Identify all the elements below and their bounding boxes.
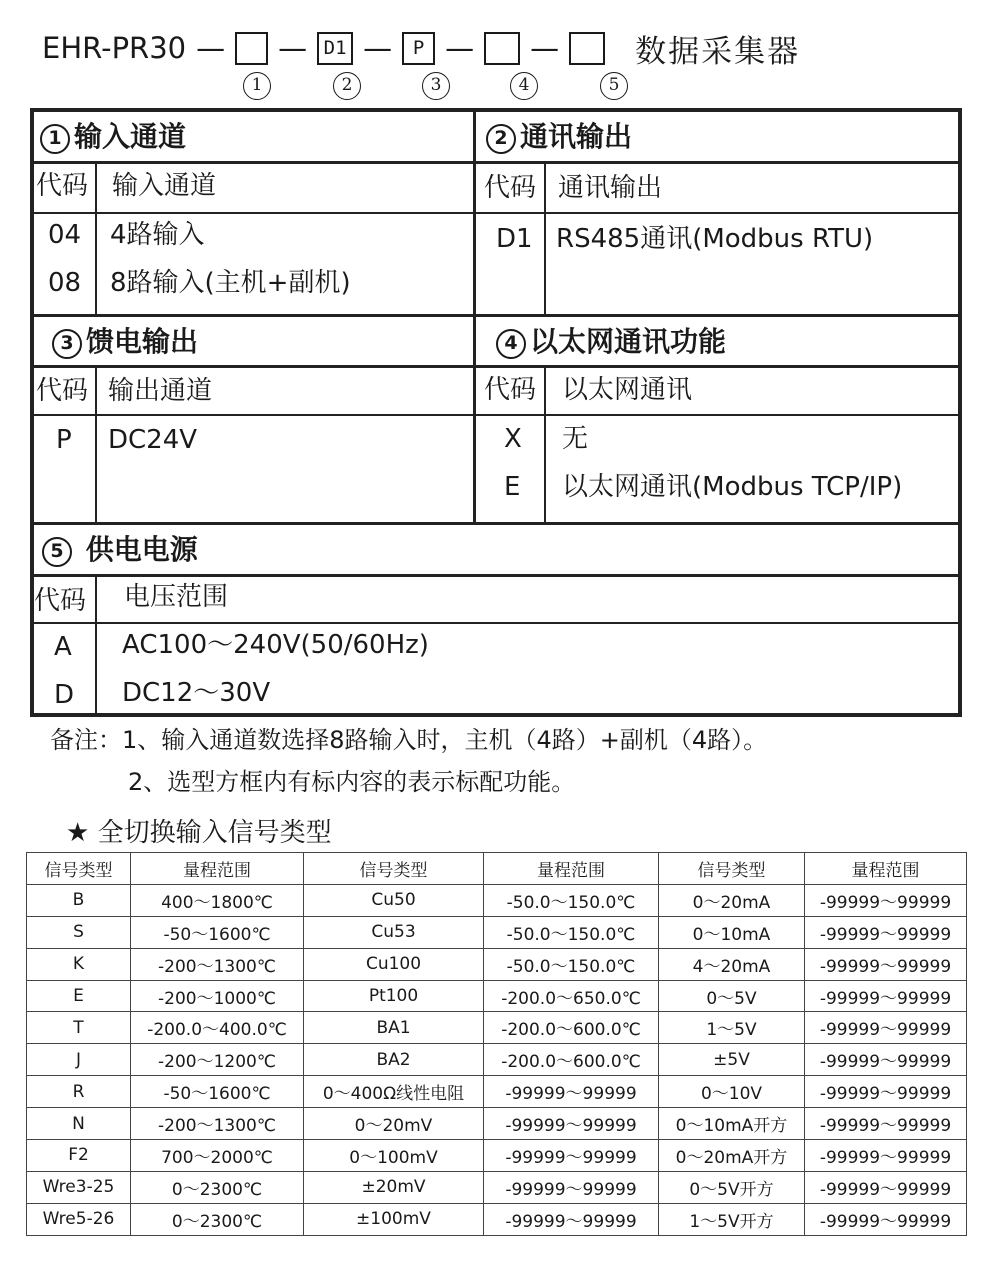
option-code: P [56, 425, 72, 455]
divider [34, 522, 958, 525]
column-header-code: 代码 [484, 173, 537, 203]
range-cell: -99999～99999 [484, 1076, 659, 1108]
signal-type-cell: BA2 [304, 1044, 484, 1076]
option-box-4 [484, 32, 520, 65]
option-index-4: 4 [510, 72, 538, 100]
option-desc: 8路输入(主机+副机) [110, 268, 351, 298]
option-index-1: 1 [243, 72, 271, 100]
signal-type-cell: 0～20mA [659, 884, 805, 916]
separator-dash: — [278, 31, 308, 65]
separator-dash: — [445, 31, 475, 65]
column-header-desc: 通讯输出 [558, 173, 663, 203]
signal-type-cell: R [27, 1076, 131, 1108]
range-cell: -99999～99999 [484, 1203, 659, 1235]
column-header-desc: 以太网通讯 [562, 375, 693, 405]
signal-type-cell: 0～20mA开方 [659, 1140, 805, 1172]
column-header: 信号类型 [659, 853, 805, 885]
range-cell: 400～1800℃ [131, 884, 304, 916]
signal-type-cell: ±20mV [304, 1171, 484, 1203]
option-desc: 以太网通讯(Modbus TCP/IP) [562, 472, 903, 502]
range-cell: -50.0～150.0℃ [484, 916, 659, 948]
range-cell: -99999～99999 [805, 1076, 967, 1108]
range-cell: -200.0～600.0℃ [484, 1012, 659, 1044]
signal-type-cell: S [27, 916, 131, 948]
column-header: 量程范围 [484, 853, 659, 885]
column-header-desc: 电压范围 [124, 582, 229, 612]
section-number: 2 [486, 124, 516, 154]
option-box-3: P [402, 32, 435, 65]
table-row [27, 1044, 967, 1076]
signal-type-cell: B [27, 884, 131, 916]
option-box-1 [235, 32, 268, 65]
signal-type-cell: 0～10V [659, 1076, 805, 1108]
divider [34, 414, 958, 416]
range-cell: -99999～99999 [805, 1203, 967, 1235]
divider [95, 161, 97, 314]
separator-dash: — [363, 31, 393, 65]
range-cell: -200.0～650.0℃ [484, 980, 659, 1012]
signal-type-cell: F2 [27, 1140, 131, 1172]
range-cell: -50～1600℃ [131, 916, 304, 948]
signal-type-cell: Pt100 [304, 980, 484, 1012]
divider [95, 574, 97, 715]
range-cell: -50.0～150.0℃ [484, 884, 659, 916]
divider [473, 112, 476, 522]
divider [34, 622, 958, 624]
range-cell: -99999～99999 [805, 1012, 967, 1044]
table-row [27, 1171, 967, 1203]
option-desc: AC100～240V(50/60Hz) [122, 630, 429, 660]
table-row [27, 1012, 967, 1044]
option-code: D [54, 680, 75, 710]
signal-type-cell: 0～20mV [304, 1108, 484, 1140]
section-number: 3 [52, 329, 82, 359]
option-index-row [0, 72, 990, 102]
option-desc: DC24V [108, 425, 198, 455]
column-header: 量程范围 [805, 853, 967, 885]
range-cell: -50～1600℃ [131, 1076, 304, 1108]
section-title-feed: 3 馈电输出 [52, 328, 198, 359]
section-title-ethernet: 4 以太网通讯功能 [496, 328, 726, 359]
note-line-1: 备注：1、输入通道数选择8路输入时，主机（4路）+副机（4路）。 [50, 726, 768, 754]
signal-type-cell: E [27, 980, 131, 1012]
signal-type-cell: ±100mV [304, 1203, 484, 1235]
section-title-input: 1 输入通道 [40, 123, 186, 154]
option-code: 08 [48, 268, 82, 298]
signal-type-cell: 4～20mA [659, 948, 805, 980]
option-index-3: 3 [422, 72, 450, 100]
column-header: 信号类型 [27, 853, 131, 885]
divider [34, 365, 958, 368]
range-cell: -200～1200℃ [131, 1044, 304, 1076]
signal-type-cell: BA1 [304, 1012, 484, 1044]
option-code: X [504, 424, 522, 454]
signal-type-cell: Wre5-26 [27, 1203, 131, 1235]
column-header: 信号类型 [304, 853, 484, 885]
signal-type-table [26, 852, 967, 1236]
signal-type-cell: 0～5V [659, 980, 805, 1012]
table-row [27, 1140, 967, 1172]
divider [34, 161, 958, 164]
signal-type-cell: J [27, 1044, 131, 1076]
signal-type-cell: ±5V [659, 1044, 805, 1076]
product-name: 数据采集器 [635, 33, 801, 70]
signal-type-cell: 1～5V开方 [659, 1203, 805, 1235]
option-desc: DC12～30V [122, 678, 271, 708]
signal-type-cell: Cu53 [304, 916, 484, 948]
column-header-desc: 输出通道 [108, 376, 213, 406]
signal-table-title: ★ 全切换输入信号类型 [66, 818, 332, 848]
range-cell: -99999～99999 [805, 1044, 967, 1076]
table-header-row [27, 853, 967, 885]
option-box-5 [569, 32, 605, 65]
signal-type-cell: 0～400Ω线性电阻 [304, 1076, 484, 1108]
range-cell: -99999～99999 [805, 1108, 967, 1140]
signal-type-cell: T [27, 1012, 131, 1044]
signal-type-cell: 0～10mA开方 [659, 1108, 805, 1140]
section-number: 5 [42, 537, 72, 567]
model-prefix: EHR-PR30 [42, 31, 187, 65]
signal-type-cell: Cu100 [304, 948, 484, 980]
range-cell: -99999～99999 [805, 948, 967, 980]
table-row [27, 1203, 967, 1235]
table-row [27, 1076, 967, 1108]
separator-dash: — [530, 31, 560, 65]
range-cell: 700～2000℃ [131, 1140, 304, 1172]
section-number: 4 [496, 329, 526, 359]
option-desc: RS485通讯(Modbus RTU) [556, 224, 874, 254]
range-cell: -99999～99999 [484, 1171, 659, 1203]
section-title-comm: 2 通讯输出 [486, 123, 632, 154]
signal-type-cell: 1～5V [659, 1012, 805, 1044]
signal-type-cell: Cu50 [304, 884, 484, 916]
option-index-5: 5 [600, 72, 628, 100]
range-cell: -50.0～150.0℃ [484, 948, 659, 980]
table-row [27, 916, 967, 948]
spec-selection-table [30, 108, 962, 717]
option-code: A [54, 632, 72, 662]
section-number: 1 [40, 124, 70, 154]
divider [34, 574, 958, 577]
option-code: 04 [48, 220, 82, 250]
model-code-row [42, 26, 800, 70]
note-line-2: 2、选型方框内有标内容的表示标配功能。 [128, 768, 576, 796]
range-cell: 0～2300℃ [131, 1203, 304, 1235]
column-header-desc: 输入通道 [112, 171, 217, 201]
separator-dash: — [196, 31, 226, 65]
divider [544, 365, 546, 522]
range-cell: -99999～99999 [805, 980, 967, 1012]
range-cell: -99999～99999 [805, 884, 967, 916]
option-desc: 无 [562, 424, 589, 454]
signal-type-cell: N [27, 1108, 131, 1140]
range-cell: 0～2300℃ [131, 1171, 304, 1203]
table-row [27, 884, 967, 916]
range-cell: -99999～99999 [805, 916, 967, 948]
signal-type-cell: 0～5V开方 [659, 1171, 805, 1203]
section-title-power: 5 供电电源 [42, 536, 198, 567]
option-box-2: D1 [317, 32, 353, 65]
signal-type-cell: Wre3-25 [27, 1171, 131, 1203]
option-index-2: 2 [333, 72, 361, 100]
column-header-code: 代码 [34, 586, 87, 616]
divider [34, 314, 958, 317]
option-desc: 4路输入 [110, 220, 205, 250]
option-code: E [504, 472, 521, 502]
option-code: D1 [496, 224, 533, 254]
range-cell: -200～1000℃ [131, 980, 304, 1012]
divider [34, 212, 958, 214]
range-cell: -99999～99999 [484, 1140, 659, 1172]
range-cell: -200～1300℃ [131, 1108, 304, 1140]
divider [544, 161, 546, 314]
signal-type-cell: 0～100mV [304, 1140, 484, 1172]
table-row [27, 1108, 967, 1140]
range-cell: -200.0～600.0℃ [484, 1044, 659, 1076]
column-header-code: 代码 [484, 375, 537, 405]
signal-type-cell: K [27, 948, 131, 980]
divider [95, 365, 97, 522]
range-cell: -200.0～400.0℃ [131, 1012, 304, 1044]
range-cell: -99999～99999 [484, 1108, 659, 1140]
column-header: 量程范围 [131, 853, 304, 885]
signal-type-cell: 0～10mA [659, 916, 805, 948]
column-header-code: 代码 [36, 171, 89, 201]
range-cell: -99999～99999 [805, 1171, 967, 1203]
table-row [27, 948, 967, 980]
column-header-code: 代码 [36, 376, 89, 406]
table-row [27, 980, 967, 1012]
range-cell: -99999～99999 [805, 1140, 967, 1172]
range-cell: -200～1300℃ [131, 948, 304, 980]
